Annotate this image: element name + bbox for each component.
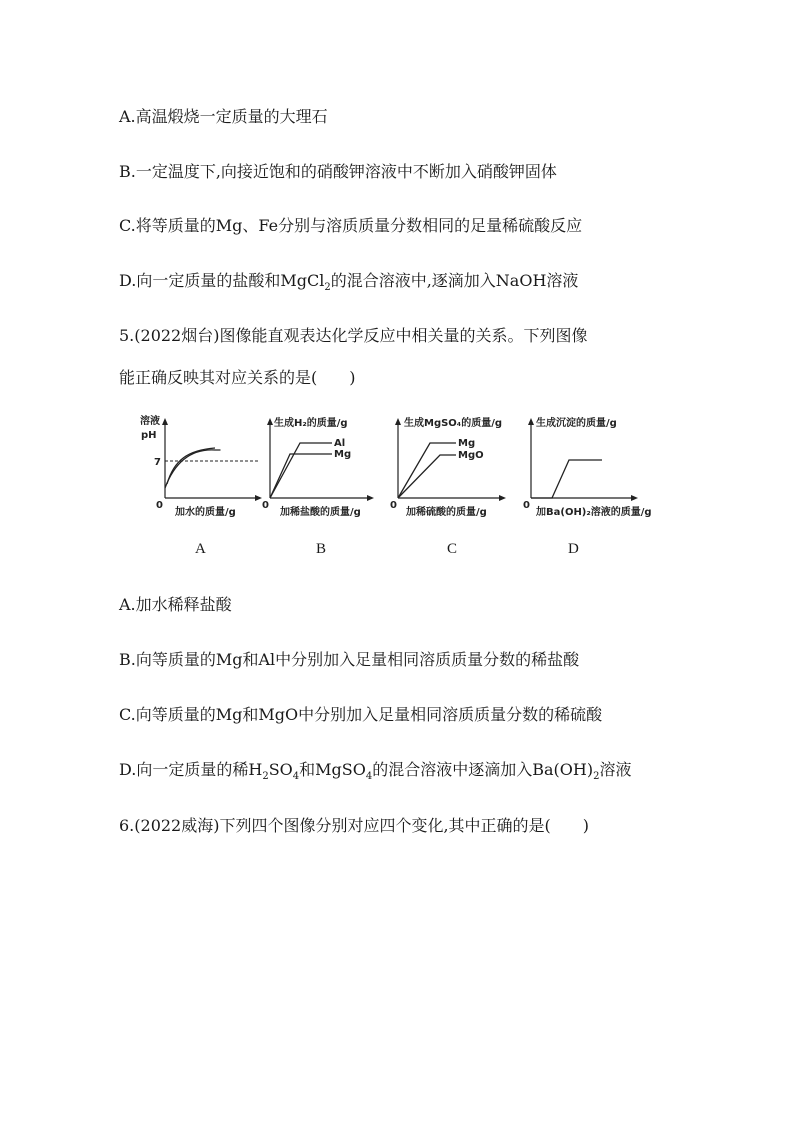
chart-a-ylabel-2: pH [141, 430, 157, 441]
chart-d-xlabel: 加Ba(OH)₂溶液的质量/g [536, 507, 652, 518]
q5-option-c: C.向等质量的Mg和MgO中分别加入足量相同溶质质量分数的稀硫酸 [119, 705, 603, 724]
chart-a-caption: A [195, 541, 206, 557]
chart-c-ylabel: 生成MgSO₄的质量/g [404, 418, 503, 429]
chart-b-ylabel: 生成H₂的质量/g [274, 418, 348, 429]
chart-c-xlabel: 加稀硫酸的质量/g [406, 507, 487, 518]
chart-c-x-arrow [499, 495, 506, 501]
chart-b-series-al: Al [334, 438, 346, 449]
chart-d-ylabel: 生成沉淀的质量/g [536, 418, 617, 429]
chart-d-x-arrow [631, 495, 638, 501]
q4-option-a: A.高温煅烧一定质量的大理石 [119, 107, 328, 126]
chart-a-origin: 0 [156, 500, 163, 511]
q6-stem: 6.(2022威海)下列四个图像分别对应四个变化,其中正确的是( ) [119, 816, 590, 835]
q5-option-d-s1: 2 [262, 771, 269, 783]
chart-b-x-arrow [367, 495, 374, 501]
chart-b-caption: B [316, 541, 327, 557]
chart-b-xlabel: 加稀盐酸的质量/g [280, 507, 361, 518]
chart-a-tick-7: 7 [154, 457, 161, 468]
chart-b [260, 410, 385, 520]
q5-option-d-s4: 2 [593, 771, 600, 783]
chart-a-ylabel-1: 溶液 [140, 416, 160, 427]
chart-d-origin: 0 [523, 500, 530, 511]
q5-option-d [119, 760, 631, 787]
chart-d-line [531, 460, 602, 498]
q5-option-d-t1: D.向一定质量的稀H [119, 760, 263, 779]
q5-option-d-s2: 4 [292, 771, 300, 783]
chart-b-series-mg: Mg [334, 449, 352, 460]
q5-option-d-t3: 和MgSO [299, 760, 366, 779]
chart-d [522, 410, 662, 520]
chart-c-origin: 0 [390, 500, 397, 511]
q4-option-c: C.将等质量的Mg、Fe分别与溶质质量分数相同的足量稀硫酸反应 [119, 216, 583, 235]
q4-option-d-text-1: D.向一定质量的盐酸和MgCl [119, 271, 325, 290]
q4-option-d-sub: 2 [324, 282, 331, 294]
chart-a-y-arrow [162, 418, 168, 425]
q5-option-d-t2: SO [268, 760, 293, 779]
q5-option-d-t5: 溶液 [599, 760, 632, 779]
chart-b-origin: 0 [262, 500, 269, 511]
q5-option-d-t4: 的混合溶液中逐滴加入Ba(OH) [372, 760, 594, 779]
q4-option-b: B.一定温度下,向接近饱和的硝酸钾溶液中不断加入硝酸钾固体 [119, 162, 557, 181]
q5-option-d-s3: 4 [365, 771, 373, 783]
chart-d-caption: D [568, 541, 579, 557]
chart-c-line-mgo [398, 455, 456, 498]
q4-option-d-text-2: 的混合溶液中,逐滴加入NaOH溶液 [330, 271, 579, 290]
chart-b-y-arrow [267, 418, 273, 425]
chart-c-caption: C [447, 541, 458, 557]
chart-a-curve-2 [167, 448, 215, 484]
q5-stem-line-2: 能正确反映其对应关系的是( ) [119, 368, 356, 387]
chart-c-series-mgo: MgO [458, 450, 484, 461]
chart-c [390, 410, 520, 520]
chart-d-y-arrow [528, 418, 534, 425]
chart-a [140, 410, 265, 520]
q5-stem-line-1: 5.(2022烟台)图像能直观表达化学反应中相关量的关系。下列图像 [119, 326, 588, 345]
chart-b-line-mg [270, 454, 332, 498]
q4-option-d [119, 271, 578, 298]
chart-b-line-al [270, 443, 332, 498]
chart-a-xlabel: 加水的质量/g [175, 507, 236, 518]
q5-option-a: A.加水稀释盐酸 [119, 595, 232, 614]
chart-c-y-arrow [395, 418, 401, 425]
q5-option-b: B.向等质量的Mg和Al中分别加入足量相同溶质质量分数的稀盐酸 [119, 650, 580, 669]
chart-c-series-mg: Mg [458, 438, 476, 449]
